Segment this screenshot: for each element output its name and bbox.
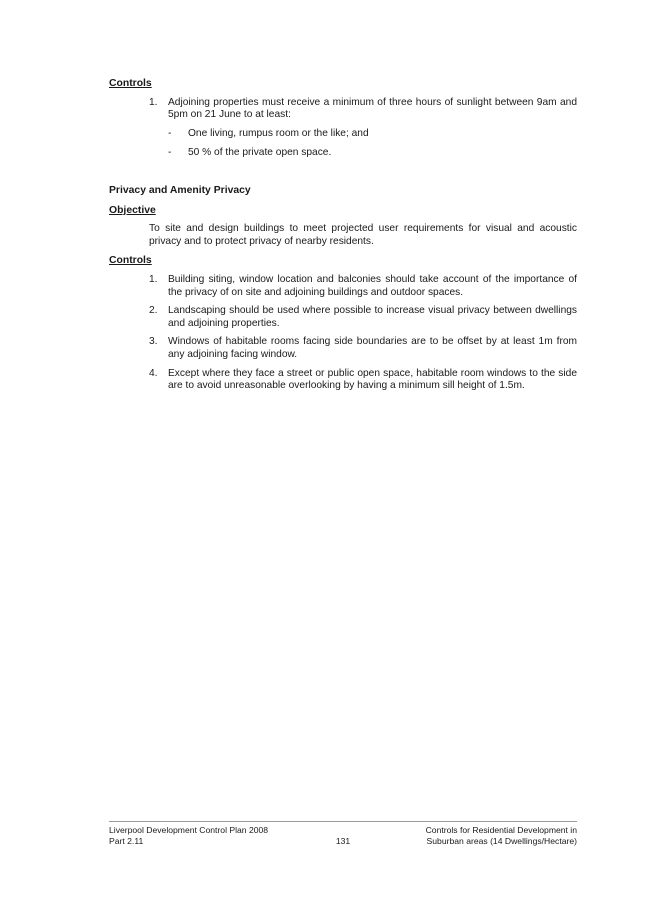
sunlight-sub-list	[109, 128, 577, 160]
page-body	[109, 78, 577, 393]
list-item-text: Building siting, window location and balconies should take account of the importance of the privacy of on site and adjoining buildings and outdoor spaces.	[168, 273, 577, 298]
list-item-text: Windows of habitable rooms facing side boundaries are to be offset by at least 1m from any adjoining facing window.	[168, 336, 577, 360]
list-item	[109, 368, 577, 393]
privacy-controls-heading: Controls	[109, 255, 152, 267]
objective-heading: Objective	[109, 204, 156, 216]
page-number: 131	[335, 835, 351, 846]
dash-bullet: -	[168, 147, 172, 159]
sub-list-item-text: 50 % of the private open space.	[188, 147, 332, 159]
list-item	[109, 305, 577, 330]
footer-right	[426, 825, 577, 846]
footer-divider	[109, 821, 577, 822]
list-item-text: Except where they face a street or public open space, habitable room windows to the side are to avoid unreasonable overlooking by having a minimum sill height of 1.5m.	[168, 367, 577, 392]
sunlight-controls-list	[109, 97, 577, 122]
list-item	[109, 336, 577, 361]
sub-list-item-text: One living, rumpus room or the like; and	[188, 127, 369, 139]
footer-section-title-line1: Controls for Residential Development in	[425, 825, 577, 835]
sub-list-item	[109, 128, 577, 141]
list-item-text: Landscaping should be used where possible to increase visual privacy between dwellings and adjoining properties.	[168, 305, 577, 329]
objective-text: To site and design buildings to meet projected user requirements for visual and acoustic privacy and to protect privacy of nearby residents.	[149, 223, 577, 247]
controls-heading: Controls	[109, 78, 152, 89]
list-item-number: 3.	[149, 336, 158, 348]
list-item-number: 2.	[149, 305, 158, 317]
list-item	[109, 97, 577, 122]
sub-list-item	[109, 147, 577, 160]
dash-bullet: -	[168, 127, 172, 139]
list-item-text: Adjoining properties must receive a minimum of three hours of sunlight between 9am and 5pm on 21 June to at least:	[168, 96, 577, 121]
list-item-number: 4.	[149, 367, 158, 379]
footer-plan-title: Liverpool Development Control Plan 2008	[109, 825, 269, 835]
footer-section-title-line2: Suburban areas (14 Dwellings/Hectare)	[426, 835, 577, 846]
list-item-number: 1.	[149, 273, 158, 285]
list-item	[109, 274, 577, 299]
footer-part-number: Part 2.11	[109, 835, 144, 846]
list-item-number: 1.	[149, 96, 158, 108]
privacy-section-title: Privacy and Amenity Privacy	[109, 184, 251, 196]
privacy-controls-list	[109, 274, 577, 393]
